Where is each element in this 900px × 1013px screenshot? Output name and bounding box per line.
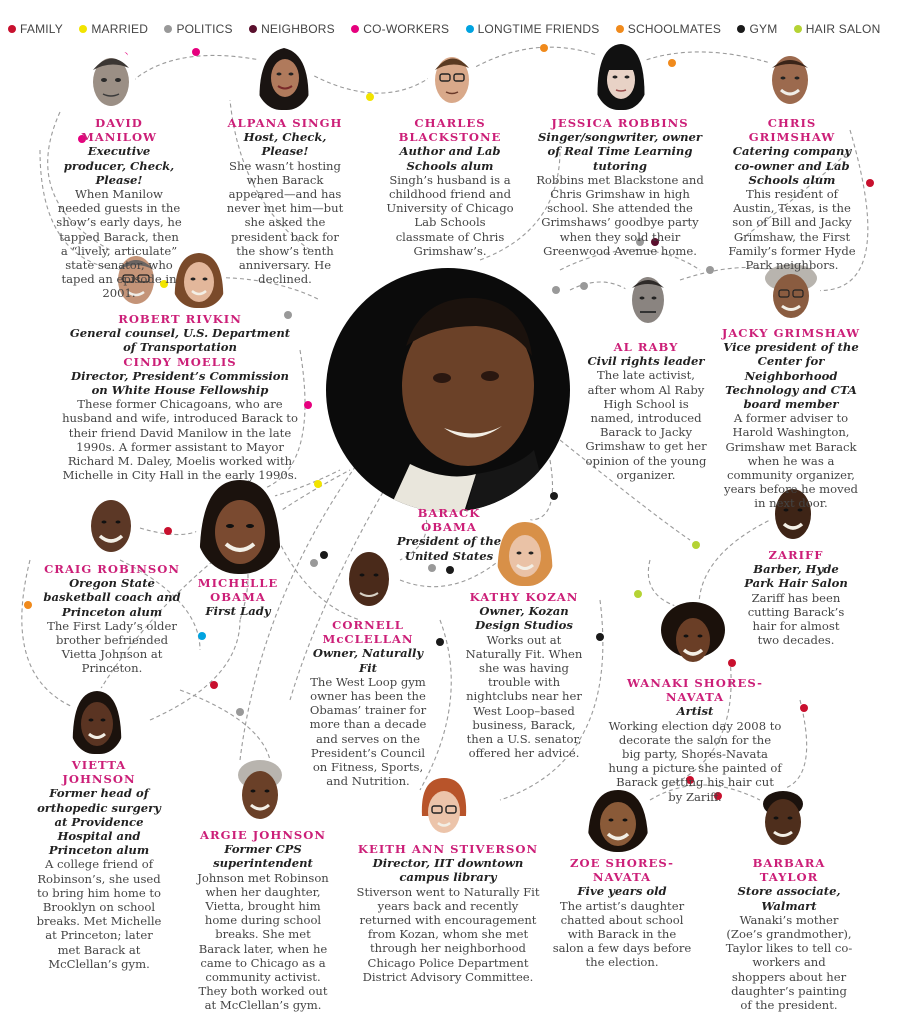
role-alpana-singh: Host, Check, Please! [243, 130, 327, 159]
name-jacky-grimshaw: JACKY GRIMSHAW [721, 326, 861, 340]
desc-keith-ann-stiverson: Stiverson went to Naturally Fit years back and recently returned with encouragement from Kozan, whom she met through her neighborhood Chicago Police Department District Advisory Committee. [356, 884, 540, 984]
relationship-dot-icon [310, 559, 318, 567]
relationship-dot-icon [580, 282, 588, 290]
name-alpana-singh: ALPANA SINGH [227, 116, 343, 130]
neighbors-dot-icon [249, 25, 257, 33]
relationship-dot-icon [550, 492, 558, 500]
name-vietta-johnson: VIETTA JOHNSON [62, 758, 136, 787]
role-cindy-moelis: Director, President’s Commission on White House Fellowship [71, 368, 289, 398]
role-vietta-johnson: Former head of orthopedic surgery at Providence Hospital and Princeton alum [37, 786, 161, 858]
name-barack-obama: BARACK OBAMA [417, 506, 481, 535]
bio-michelle-obama [196, 576, 280, 619]
relationship-dot-icon [540, 44, 548, 52]
bio-charles-blackstone [385, 116, 515, 258]
charles-blackstone-photo [428, 46, 476, 108]
legend-item-family: FAMILY [8, 22, 63, 36]
barack-obama-portrait [326, 268, 570, 512]
cornell-mcclellan-photo [344, 545, 394, 611]
role-keith-ann-stiverson: Director, IIT downtown campus library [372, 856, 524, 885]
bio-cornell-mcclellan [306, 618, 430, 788]
connection-line [780, 700, 807, 790]
relationship-dot-icon [210, 681, 218, 689]
argie-johnson-photo [234, 757, 286, 823]
legend-item-co-workers: CO-WORKERS [351, 22, 449, 36]
role-robert-rivkin: General counsel, U.S. Department of Transportation [69, 326, 291, 355]
relationship-dot-icon [192, 48, 200, 56]
relationship-dot-icon [634, 590, 642, 598]
relationship-dot-icon [198, 632, 206, 640]
name-robert-rivkin: ROBERT RIVKIN [118, 312, 242, 326]
name-craig-robinson: CRAIG ROBINSON [44, 562, 180, 576]
name-cindy-moelis: CINDY MOELIS [123, 354, 237, 369]
legend-item-hair-salon: HAIR SALON [794, 22, 881, 36]
bio-barack-obama [390, 506, 508, 563]
name-kathy-kozan: KATHY KOZAN [469, 590, 579, 604]
bio-zariff [740, 548, 852, 647]
relationship-dot-icon [446, 566, 454, 574]
name-zoe-shores-navata: ZOE SHORES-NAVATA [570, 856, 674, 885]
co-workers-dot-icon [351, 25, 359, 33]
role-barack-obama: President of the United States [396, 534, 502, 563]
name-argie-johnson: ARGIE JOHNSON [199, 828, 327, 842]
legend-item-longtime-friends: LONGTIME FRIENDS [466, 22, 600, 36]
desc-wanaki-shores-navata: Working election day 2008 to decorate the salon for the big party, Shores-Navata hung a picture she painted of Barack getting his hair cut by Zariff. [608, 718, 782, 804]
desc-jacky-grimshaw: A former adviser to Harold Washington, Grimshaw met Barack when he was a community organizer, years before he moved in next door. [724, 411, 858, 511]
desc-charles-blackstone: Singh’s husband is a childhood friend and University of Chicago Lab Schools classmate of Chris Grimshaw’s. [386, 172, 514, 258]
relationship-dot-icon [436, 638, 444, 646]
name-al-raby: AL RABY [613, 340, 679, 354]
legend-item-neighbors: NEIGHBORS [249, 22, 335, 36]
relationship-dot-icon [596, 633, 604, 641]
legend-item-married: MARRIED [79, 22, 148, 36]
bio-barbara-taylor [724, 856, 854, 1012]
desc-barbara-taylor: Wanaki’s mother (Zoe’s grandmother), Taylor likes to tell co-workers and shoppers about her daughter’s painting of the president. [725, 912, 853, 1013]
legend-item-gym: GYM [737, 22, 777, 36]
relationship-dot-icon [164, 527, 172, 535]
bio-craig-robinson [42, 562, 182, 676]
bio-zoe-shores-navata [552, 856, 692, 970]
legend-item-politics: POLITICS [164, 22, 232, 36]
name-charles-blackstone: CHARLES BLACKSTONE [398, 116, 502, 145]
role-jessica-robbins: Singer/songwriter, owner of Real Time Learning tutoring [537, 130, 703, 173]
vietta-johnson-photo [70, 688, 124, 754]
michelle-obama-photo [196, 478, 284, 574]
connection-line [180, 690, 270, 760]
relationship-dot-icon [552, 286, 560, 294]
gym-dot-icon [737, 25, 745, 33]
name-jessica-robbins: JESSICA ROBBINS [551, 116, 689, 130]
hair-salon-dot-icon [794, 25, 802, 33]
connection-line [470, 47, 610, 70]
relationship-dot-icon [692, 541, 700, 549]
name-keith-ann-stiverson: KEITH ANN STIVERSON [357, 842, 539, 856]
role-wanaki-shores-navata: Artist [676, 704, 714, 719]
david-manilow-photo [87, 48, 135, 110]
bio-keith-ann-stiverson [350, 842, 546, 984]
connection-line [290, 62, 440, 93]
relationship-dot-icon [800, 704, 808, 712]
desc-al-raby: The late activist, after whom Al Raby High School is named, introduced Barack to Jacky Grimshaw to get her opinion of the young organizer. [585, 368, 707, 482]
role-barbara-taylor: Store associate, Walmart [737, 884, 841, 913]
relationship-dot-icon [866, 179, 874, 187]
relationship-dot-icon [428, 564, 436, 572]
role-al-raby: Civil rights leader [587, 354, 705, 369]
schoolmates-dot-icon [616, 25, 624, 33]
bio-jessica-robbins [534, 116, 706, 258]
relationship-dot-icon [706, 266, 714, 274]
chris-grimshaw-photo [766, 48, 814, 110]
desc-chris-grimshaw: This resident of Austin, Texas, is the son of Bill and Jacky Grimshaw, the First Family’s former Hyde Park neighbors. [728, 187, 856, 273]
politics-dot-icon [164, 25, 172, 33]
name-michelle-obama: MICHELLE OBAMA [197, 576, 279, 605]
jessica-robbins-photo [594, 40, 648, 110]
al-raby-photo [625, 266, 671, 328]
desc-jessica-robbins: Robbins met Blackstone and Chris Grimshaw in high school. She attended the Grimshaws’ goodbye party when they sold their Greenwood Avenue home. [536, 172, 704, 258]
role-cornell-mcclellan: Owner, Naturally Fit [312, 646, 424, 675]
bio-david-manilow [56, 116, 182, 301]
craig-robinson-photo [86, 494, 136, 556]
role-david-manilow: Executive producer, Check, Please! [63, 144, 175, 187]
desc-alpana-singh: She wasn’t hosting when Barack appeared—and has never met him—but she asked the president back for the show’s tenth anniversary. He declined. [226, 158, 344, 287]
name-david-manilow: DAVID MANILOW [80, 116, 158, 145]
bio-alpana-singh [222, 116, 348, 286]
name-wanaki-shores-navata: WANAKI SHORES-NAVATA [627, 676, 763, 705]
bio-argie-johnson [196, 828, 330, 1013]
relationship-dot-icon [236, 708, 244, 716]
relationship-dot-icon [728, 659, 736, 667]
desc-zariff: Zariff has been cutting Barack’s hair for almost two decades. [747, 590, 845, 648]
family-dot-icon [8, 25, 16, 33]
bio-jacky-grimshaw [718, 326, 864, 511]
role-charles-blackstone: Author and Lab Schools alum [399, 144, 501, 173]
desc-zoe-shores-navata: The artist’s daughter chatted about school with Barack in the salon a few days before the election. [552, 898, 692, 970]
desc-rivkin-moelis: These former Chicagoans, who are husband and wife, introduced Barack to their friend David Manilow in the late 1990s. A former assistant to Mayor Richard M. Daley, Moelis worked with Michelle in City Hall in the early 1990s. [62, 397, 298, 483]
longtime-friends-dot-icon [466, 25, 474, 33]
name-cornell-mcclellan: CORNELL McCLELLAN [322, 618, 414, 647]
alpana-singh-photo [256, 44, 312, 110]
legend [8, 22, 900, 36]
bio-rivkin-moelis [62, 312, 298, 482]
bio-chris-grimshaw [728, 116, 856, 272]
role-zariff: Barber, Hyde Park Hair Salon [744, 562, 848, 591]
desc-cornell-mcclellan: The West Loop gym owner has been the Obamas’ trainer for more than a decade and serves on the President’s Council on Fitness, Sports, and Nutrition. [309, 674, 427, 789]
role-michelle-obama: First Lady [205, 604, 271, 619]
relationship-dot-icon [24, 601, 32, 609]
bio-wanaki-shores-navata [608, 676, 782, 804]
connection-line [640, 52, 780, 66]
desc-argie-johnson: Johnson met Robinson when her daughter, Vietta, brought him home during school breaks. She met Barack later, when he came to Chicago as a community activist. They both worked out at McClellan’s gym. [197, 870, 329, 1013]
relationship-dot-icon [314, 480, 322, 488]
role-craig-robinson: Oregon State basketball coach and Princeton alum [43, 576, 181, 619]
bio-al-raby [584, 340, 708, 482]
relationship-dot-icon [304, 401, 312, 409]
relationship-dot-icon [668, 59, 676, 67]
name-zariff: ZARIFF [768, 548, 824, 562]
desc-david-manilow: When Manilow needed guests in the show’s early days, he tapped Barack, then a “lively, articulate” state senator, who taped an episode in 2001. [56, 187, 182, 301]
bio-vietta-johnson [36, 758, 162, 971]
name-chris-grimshaw: CHRIS GRIMSHAW [748, 116, 836, 145]
wanaki-shores-navata-photo [660, 600, 726, 670]
name-barbara-taylor: BARBARA TAYLOR [752, 856, 826, 885]
role-argie-johnson: Former CPS superintendent [213, 842, 313, 871]
role-zoe-shores-navata: Five years old [577, 884, 667, 899]
relationship-dot-icon [320, 551, 328, 559]
bio-kathy-kozan [462, 590, 586, 760]
relationship-dot-icon [366, 93, 374, 101]
role-chris-grimshaw: Catering company co-owner and Lab Schools alum [732, 144, 852, 187]
role-kathy-kozan: Owner, Kozan Design Studios [475, 604, 573, 633]
role-jacky-grimshaw: Vice president of the Center for Neighborhood Technology and CTA board member [723, 340, 859, 412]
desc-craig-robinson: The First Lady’s older brother befriended Vietta Johnson at Princeton. [47, 618, 177, 676]
legend-item-schoolmates: SCHOOLMATES [616, 22, 721, 36]
desc-kathy-kozan: Works out at Naturally Fit. When she was having trouble with nightclubs near her West Loop–based business, Barack, then a U.S. senator, offered her advice. [465, 632, 583, 761]
desc-vietta-johnson: A college friend of Robinson’s, she used to bring him home to Brooklyn on school breaks. Met Michelle at Princeton; later met Barack at McClellan’s gym. [36, 857, 162, 971]
married-dot-icon [79, 25, 87, 33]
